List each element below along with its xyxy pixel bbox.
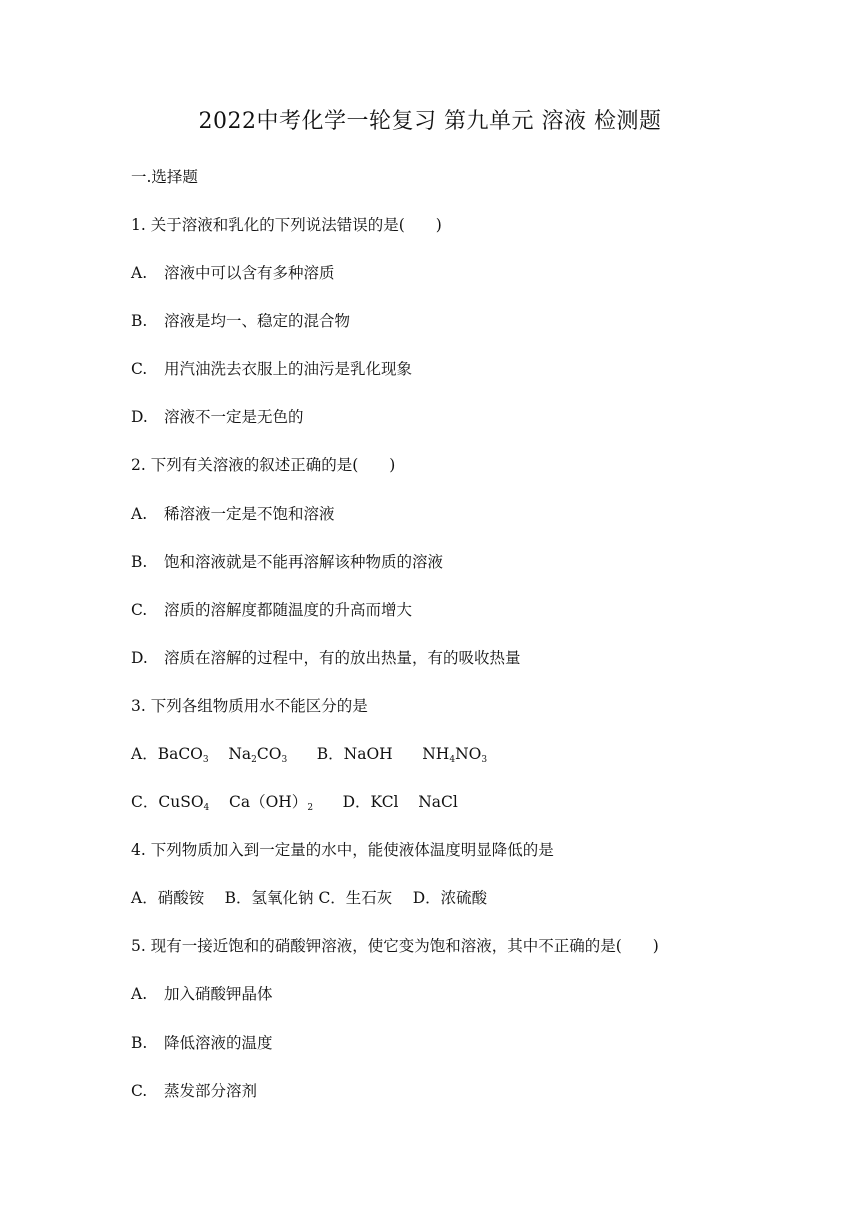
section-heading: 一.选择题 — [131, 168, 198, 186]
q5-option-b: B. 降低溶液的温度 — [131, 1034, 273, 1052]
q2-option-c: C. 溶质的溶解度都随温度的升高而增大 — [131, 601, 412, 619]
q1-option-b: B. 溶液是均一、稳定的混合物 — [131, 312, 350, 330]
question-4-stem: 4. 下列物质加入到一定量的水中，能使液体温度明显降低的是 — [131, 841, 554, 859]
question-2-stem: 2. 下列有关溶液的叙述正确的是( ) — [131, 456, 396, 474]
q5-option-a: A. 加入硝酸钾晶体 — [131, 985, 273, 1003]
q1-option-d: D. 溶液不一定是无色的 — [131, 408, 304, 426]
q2-option-a: A. 稀溶液一定是不饱和溶液 — [131, 505, 335, 523]
q1-option-a: A. 溶液中可以含有多种溶质 — [131, 264, 335, 282]
q3-options-ab: A．BaCO$_3$ $Na_2CO_3$ B．NaOH $NH_4NO_3$ — [131, 745, 488, 765]
question-5-stem: 5. 现有一接近饱和的硝酸钾溶液，使它变为饱和溶液，其中不正确的是( ) — [131, 937, 659, 955]
q2-option-d: D. 溶质在溶解的过程中，有的放出热量，有的吸收热量 — [131, 649, 521, 667]
page-title: 2022中考化学一轮复习 第九单元 溶液 检测题 — [198, 109, 662, 134]
question-3-stem: 3. 下列各组物质用水不能区分的是 — [131, 697, 368, 715]
q1-option-c: C. 用汽油洗去衣服上的油污是乳化现象 — [131, 360, 412, 378]
q5-option-c: C. 蒸发部分溶剂 — [131, 1082, 257, 1100]
q4-options: A．硝酸铵 B．氢氧化钠 C．生石灰 D．浓硫酸 — [131, 889, 488, 907]
question-1-stem: 1. 关于溶液和乳化的下列说法错误的是( ) — [131, 216, 442, 234]
q2-option-b: B. 饱和溶液就是不能再溶解该种物质的溶液 — [131, 553, 443, 571]
q3-options-cd: C．CuSO$_4$ $Ca(OH)_2$ D．KCl NaCl — [131, 793, 458, 813]
